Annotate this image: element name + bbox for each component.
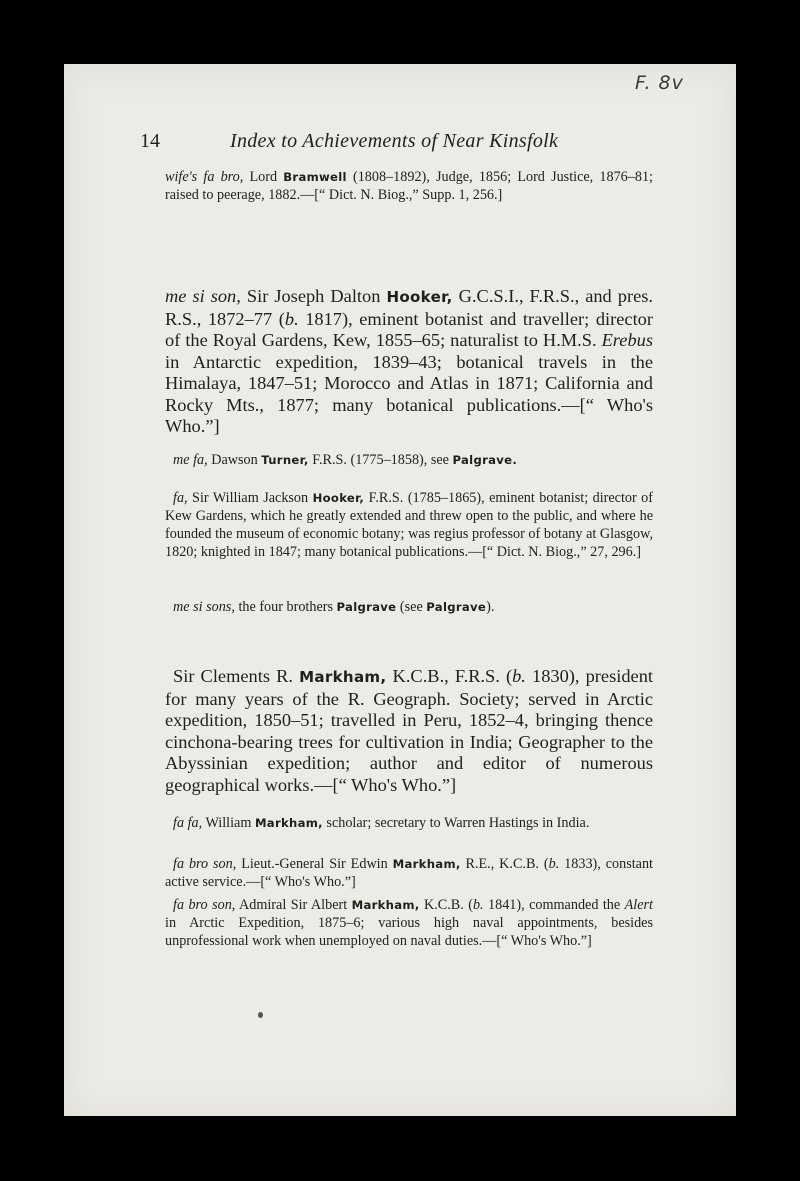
book-page xyxy=(64,64,736,1116)
entry-william-hooker xyxy=(165,489,653,561)
entry-text: (1808–1892), Judge, 1856; Lord Justice, 1876–81; raised to peerage, 1882.—[“ Dict. N. Biog.,” Supp. 1, 256.] xyxy=(165,169,654,203)
entry-text: Admiral Sir Albert xyxy=(235,897,352,913)
entry-text: William xyxy=(202,815,255,831)
entry-text: K.C.B., F.R.S. ( xyxy=(386,666,513,686)
entry-text: Sir William Jackson xyxy=(187,490,313,506)
entry-text: F.R.S. (1785–1865), eminent botanist; director of Kew Gardens, which he greatly extended and threw open to the public, and where he founded the museum of economic botany; was regius professor of botany at Glasgow, 1820; knighted in 1847; many botanical publications.—[“ Dict. N. Biog.,” 27, 296.] xyxy=(165,490,654,560)
entry-text: F.R.S. (1775–1858), see xyxy=(308,452,453,468)
entry-text: K.C.B. ( xyxy=(419,897,473,913)
entry-text: ). xyxy=(486,599,495,615)
entry-text: scholar; secretary to Warren Hastings in India. xyxy=(322,815,590,831)
entry-text: Dawson xyxy=(207,452,262,468)
person-name: Turner, xyxy=(261,453,309,467)
relation-label: wife's fa bro, xyxy=(165,169,244,185)
entry-bramwell xyxy=(165,168,653,204)
cross-reference: Palgrave. xyxy=(452,453,518,467)
person-name: Markham, xyxy=(254,816,323,830)
page-header xyxy=(140,130,558,153)
entry-text: Lieut.-General Sir Edwin xyxy=(236,856,393,872)
cross-reference: Palgrave xyxy=(426,600,487,614)
relation-label: me si son, xyxy=(165,286,241,306)
relation-label: fa, xyxy=(173,490,188,506)
entry-palgrave xyxy=(165,598,653,616)
born-abbrev: b. xyxy=(548,856,560,872)
entry-text: R.E., K.C.B. ( xyxy=(460,856,549,872)
entry-text: (see xyxy=(396,599,427,615)
entry-text: Sir Joseph Dalton xyxy=(240,286,387,306)
entry-text: Lord xyxy=(243,169,284,185)
person-name: Bramwell xyxy=(283,170,347,184)
entry-william-markham xyxy=(165,814,653,832)
born-abbrev: b. xyxy=(284,308,299,329)
entry-edwin-markham xyxy=(165,855,653,891)
person-name: Hooker, xyxy=(386,288,453,306)
entry-text: G.C.S.I., F.R.S., and pres. R.S., 1872–77 ( xyxy=(165,286,653,329)
relation-label: me fa, xyxy=(173,452,208,468)
relation-label: fa bro son, xyxy=(173,897,236,913)
born-abbrev: b. xyxy=(472,897,484,913)
entry-text: Sir Clements R. xyxy=(173,666,300,686)
entry-text: in Antarctic expedition, 1839–43; botanical travels in the Himalaya, 1847–51; Morocco and Atlas in 1871; California and Rocky Mts., 1877; many botanical publications.—[“ Who's Who.”] xyxy=(165,351,653,436)
entry-joseph-hooker xyxy=(165,286,653,438)
handwritten-folio-note: F. 8v xyxy=(635,72,684,94)
relation-label: me si sons, xyxy=(173,599,235,615)
entry-text: 1833), constant active service.—[“ Who's Who.”] xyxy=(165,856,653,890)
entry-clements-markham xyxy=(165,666,653,796)
entry-text: 1830), president for many years of the R. Geograph. Society; served in Arctic expedition, 1850–51; travelled in Peru, 1852–4, bringing thence cinchona-bearing trees for cultivation in India; Geographer to the Abyssinian expedition; author and editor of numerous geographical works.—[“ Who's Who.”] xyxy=(165,666,653,795)
person-name: Markham, xyxy=(351,898,420,912)
person-name: Markham, xyxy=(392,857,461,871)
entry-text: 1841), commanded the xyxy=(483,897,625,913)
relation-label: fa fa, xyxy=(173,815,203,831)
person-name: Palgrave xyxy=(336,600,397,614)
entry-text: the four brothers xyxy=(234,599,337,615)
ship-name: Alert xyxy=(624,897,653,913)
relation-label: fa bro son, xyxy=(173,856,237,872)
entry-text: in Arctic Expedition, 1875–6; various high naval appointments, besides unprofessional work when unemployed on naval duties.—[“ Who's Who.”] xyxy=(165,915,653,949)
entry-text: 1817), eminent botanist and traveller; director of the Royal Gardens, Kew, 1855–65; naturalist to H.M.S. xyxy=(165,308,654,350)
page-number: 14 xyxy=(140,130,160,152)
ink-speck xyxy=(258,1012,263,1018)
running-title: Index to Achievements of Near Kinsfolk xyxy=(230,130,559,152)
born-abbrev: b. xyxy=(512,666,526,686)
entry-albert-markham xyxy=(165,896,653,950)
entry-turner xyxy=(165,451,653,469)
person-name: Hooker, xyxy=(312,491,365,505)
ship-name: Erebus xyxy=(601,330,653,350)
person-name: Markham, xyxy=(299,668,387,686)
